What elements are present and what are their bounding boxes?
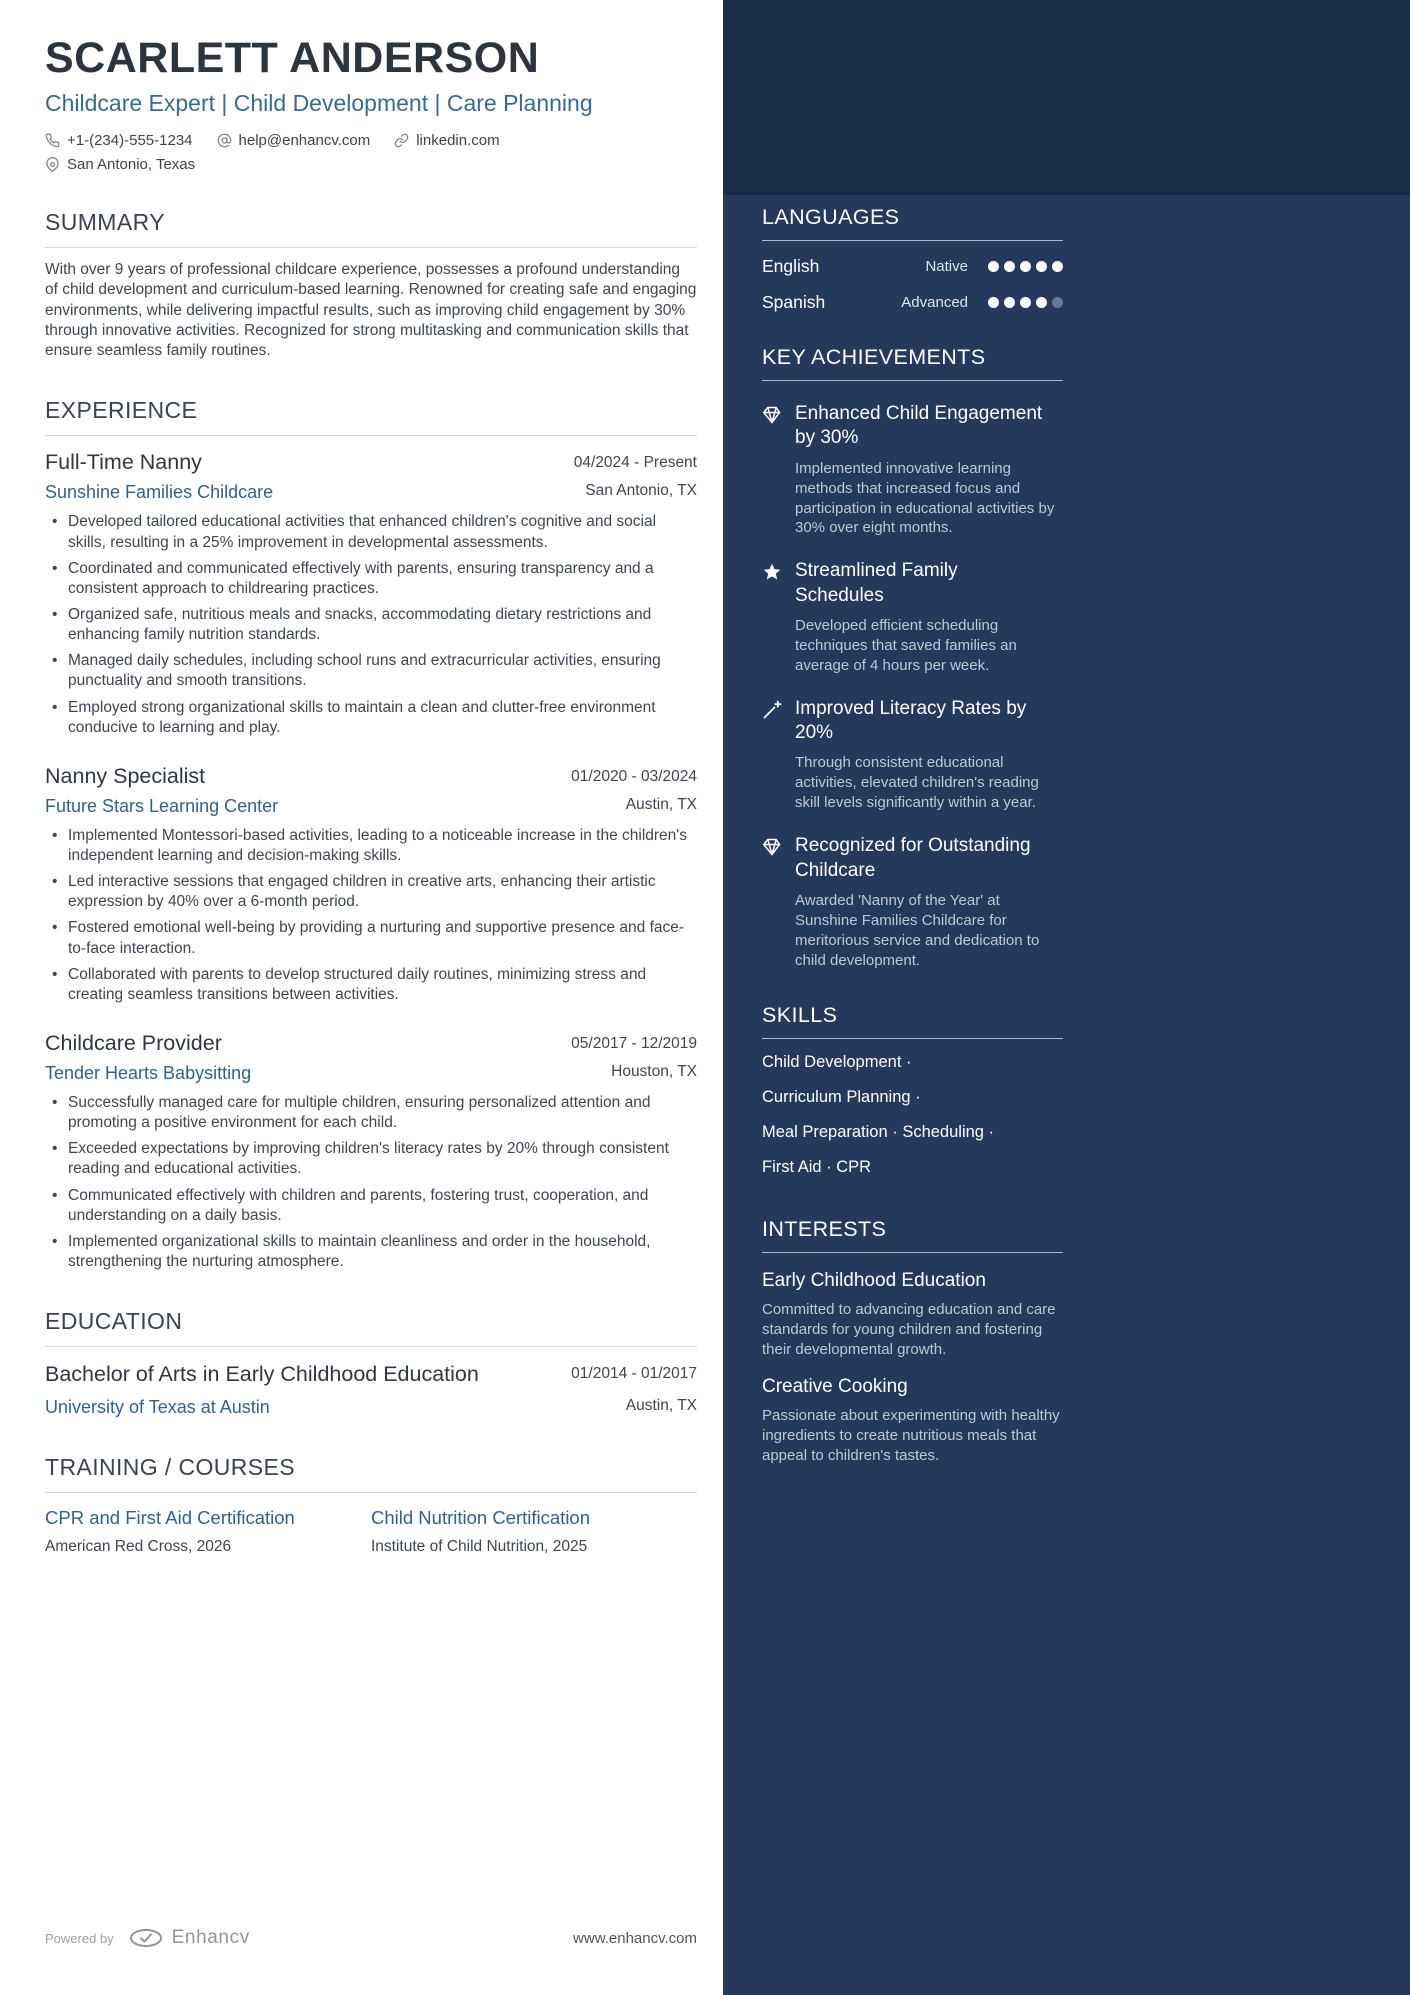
bullet: • Led interactive sessions that engaged children in creative arts, enhancing their artistic expression by 40% over a 6-month period.	[45, 872, 697, 912]
skill-item: Meal Preparation · Scheduling ·	[762, 1122, 995, 1141]
achievement-item	[762, 697, 1063, 813]
achievements-heading-wrap	[762, 345, 1063, 381]
bullet: • Developed tailored educational activities that enhanced children's cognitive and social skills, resulting in a 25% improvement in developmental assessments.	[45, 512, 697, 552]
language-row	[762, 256, 1063, 277]
skill-item: Child Development ·	[762, 1052, 912, 1071]
section-key-achievements	[762, 345, 1063, 971]
interests-heading-wrap	[762, 1217, 1063, 1253]
job-entry	[45, 764, 697, 1005]
language-level: Advanced	[901, 294, 968, 311]
section-experience	[45, 397, 697, 1272]
candidate-name: SCARLETT ANDERSON	[45, 34, 540, 82]
languages-heading-wrap	[762, 205, 1063, 241]
job-bullets	[45, 826, 697, 1005]
email-item[interactable]	[217, 132, 371, 149]
languages-heading: LANGUAGES	[762, 205, 900, 229]
summary-text: With over 9 years of professional childcare experience, possesses a profound understanding of child development and curriculum-based learning. Renowned for creating safe and engaging environments, while delivering impactful results, such as improving child engagement by 30% through innovative activities. Recognized for strong multitasking and communication skills that ensure seamless family routines.	[45, 261, 697, 360]
interest-title: Creative Cooking	[762, 1376, 908, 1398]
section-education	[45, 1308, 697, 1418]
job-entry	[45, 1031, 697, 1272]
training-courses	[45, 1507, 697, 1556]
section-training	[45, 1454, 697, 1556]
footer-branding	[45, 1927, 250, 1949]
bullet: • Fostered emotional well-being by providing a nurturing and supportive presence and face-to-face interaction.	[45, 918, 697, 958]
training-heading-wrap	[45, 1454, 697, 1493]
achievement-text: Implemented innovative learning methods that increased focus and participation in educational activities by 30% over eight months.	[795, 459, 1055, 537]
job-title: Nanny Specialist	[45, 763, 206, 788]
phone-number: +1-(234)-555-1234	[67, 132, 193, 149]
job-company: Tender Hearts Babysitting	[45, 1063, 252, 1084]
job-location: San Antonio, TX	[585, 482, 697, 500]
job-dates: 05/2017 - 12/2019	[571, 1035, 697, 1053]
link-text[interactable]: linkedin.com	[416, 132, 500, 149]
job-header	[45, 764, 697, 789]
section-languages	[762, 205, 1063, 313]
job-header	[45, 1031, 697, 1056]
job-entry	[45, 450, 697, 737]
enhancv-logo-icon	[128, 1928, 164, 1948]
skill-item: Curriculum Planning ·	[762, 1087, 921, 1106]
experience-heading-wrap	[45, 397, 697, 436]
education-subheader	[45, 1397, 697, 1418]
link-item[interactable]	[394, 132, 499, 149]
job-bullets	[45, 512, 697, 737]
school-name: University of Texas at Austin	[45, 1397, 270, 1418]
skills-heading: SKILLS	[762, 1002, 838, 1027]
enhancv-brand-text: Enhancv	[171, 1927, 250, 1948]
email-at-icon	[217, 133, 232, 148]
location-text: San Antonio, Texas	[67, 156, 196, 173]
achievements-heading: KEY ACHIEVEMENTS	[762, 345, 986, 369]
interest-item	[762, 1376, 1063, 1466]
enhancv-logo[interactable]	[128, 1927, 250, 1949]
language-level: Native	[925, 258, 968, 275]
section-skills	[762, 1003, 1063, 1185]
job-company: Sunshine Families Childcare	[45, 482, 274, 503]
bullet: • Coordinated and communicated effectively with parents, ensuring transparency and a consistent approach to childrearing practices.	[45, 559, 697, 599]
location-pin-icon	[45, 157, 60, 172]
star-icon	[762, 559, 782, 675]
interests-heading: INTERESTS	[762, 1216, 887, 1241]
bullet: • Employed strong organizational skills to maintain a clean and clutter-free environment conducive to learning and play.	[45, 698, 697, 738]
job-bullets	[45, 1093, 697, 1272]
section-interests	[762, 1217, 1063, 1467]
course-provider: American Red Cross, 2026	[45, 1538, 232, 1556]
achievement-title: Streamlined Family Schedules	[795, 560, 958, 606]
language-name: English	[762, 256, 820, 276]
achievement-title: Improved Literacy Rates by 20%	[795, 697, 1027, 744]
education-header	[45, 1361, 697, 1389]
skills-heading-wrap	[762, 1003, 1063, 1039]
email-address[interactable]: help@enhancv.com	[238, 132, 371, 149]
training-heading: TRAINING / COURSES	[45, 1454, 296, 1481]
bullet: • Communicated effectively with children and parents, fostering trust, cooperation, and understanding on a daily basis.	[45, 1186, 697, 1226]
education-heading: EDUCATION	[45, 1308, 183, 1335]
section-summary	[45, 209, 697, 361]
website-link[interactable]: www.enhancv.com	[573, 1929, 697, 1947]
interest-text: Committed to advancing education and care standards for young children and fostering their developmental growth.	[762, 1300, 1056, 1358]
course-entry	[45, 1507, 371, 1556]
bullet: • Successfully managed care for multiple children, ensuring personalized attention and promoting a positive environment for each child.	[45, 1093, 697, 1133]
achievement-body	[795, 559, 1063, 675]
bullet: • Managed daily schedules, including school runs and extracurricular activities, ensuring punctuality and smooth transitions.	[45, 651, 697, 691]
job-dates: 01/2020 - 03/2024	[571, 767, 697, 785]
bullet: • Implemented Montessori-based activities, leading to a noticeable increase in the children's independent learning and decision-making skills.	[45, 826, 697, 866]
achievement-text: Developed efficient scheduling techniques that saved families an average of 4 hours per week.	[795, 617, 1017, 674]
degree-title: Bachelor of Arts in Early Childhood Education	[45, 1362, 479, 1387]
job-company: Future Stars Learning Center	[45, 795, 279, 816]
achievement-title: Enhanced Child Engagement by 30%	[795, 403, 1043, 449]
education-dates: 01/2014 - 01/2017	[571, 1365, 697, 1383]
course-entry	[371, 1507, 697, 1556]
wand-icon	[762, 697, 782, 813]
achievement-item	[762, 834, 1063, 970]
achievement-item	[762, 559, 1063, 675]
achievement-text: Through consistent educational activities, elevated children's reading skill levels significantly within a year.	[795, 754, 1039, 812]
achievement-body	[795, 402, 1063, 538]
achievement-title: Recognized for Outstanding Childcare	[795, 835, 1031, 881]
job-subheader	[45, 1063, 697, 1084]
interest-text: Passionate about experimenting with healthy ingredients to create nutritious meals that appeal to children's tastes.	[762, 1407, 1060, 1465]
powered-by-label: Powered by	[45, 1930, 114, 1946]
job-subheader	[45, 482, 697, 503]
summary-heading-wrap	[45, 209, 697, 248]
bullet: • Organized safe, nutritious meals and snacks, accommodating dietary restrictions and enhancing family nutrition standards.	[45, 605, 697, 645]
link-icon	[394, 133, 409, 148]
achievement-body	[795, 834, 1063, 970]
education-heading-wrap	[45, 1308, 697, 1347]
page-footer	[45, 1927, 697, 1949]
location-item	[45, 156, 195, 173]
experience-heading: EXPERIENCE	[45, 397, 198, 424]
language-row	[762, 292, 1063, 313]
course-title: Child Nutrition Certification	[371, 1507, 591, 1529]
language-proficiency-dots	[988, 261, 1063, 272]
phone-icon	[45, 133, 60, 148]
achievement-text: Awarded 'Nanny of the Year' at Sunshine Families Childcare for meritorious service and dedication to child development.	[795, 891, 1040, 969]
achievement-item	[762, 402, 1063, 538]
interest-item	[762, 1270, 1063, 1360]
job-location: Houston, TX	[611, 1063, 697, 1081]
bullet: • Exceeded expectations by improving children's literacy rates by 20% through consistent reading and educational activities.	[45, 1139, 697, 1179]
interest-title: Early Childhood Education	[762, 1269, 986, 1291]
resume-header	[45, 34, 697, 173]
job-dates: 04/2024 - Present	[573, 454, 697, 472]
contact-row	[45, 132, 697, 149]
skills-list	[762, 1045, 1063, 1185]
job-header	[45, 450, 697, 475]
job-title: Childcare Provider	[45, 1031, 222, 1056]
gem-icon	[762, 402, 782, 538]
school-location: Austin, TX	[625, 1397, 697, 1415]
sidebar-column	[723, 0, 1410, 1995]
language-name: Spanish	[762, 292, 826, 312]
phone-item	[45, 132, 193, 149]
course-provider: Institute of Child Nutrition, 2025	[371, 1538, 588, 1556]
bullet: • Collaborated with parents to develop structured daily routines, minimizing stress and creating seamless transitions between activities.	[45, 965, 697, 1005]
bullet: • Implemented organizational skills to maintain cleanliness and order in the household, strengthening the nurturing atmosphere.	[45, 1232, 697, 1272]
job-title: Full-Time Nanny	[45, 450, 202, 475]
summary-heading: SUMMARY	[45, 209, 165, 235]
location-row	[45, 156, 697, 173]
course-title: CPR and First Aid Certification	[45, 1507, 295, 1529]
achievement-body	[795, 697, 1063, 813]
language-proficiency-dots	[988, 297, 1063, 308]
sidebar-content	[762, 0, 1063, 1466]
headline: Childcare Expert | Child Development | Care Planning	[45, 90, 593, 116]
job-subheader	[45, 796, 697, 817]
skill-item: First Aid · CPR	[762, 1157, 872, 1176]
job-location: Austin, TX	[625, 795, 697, 813]
gem-icon	[762, 834, 782, 970]
